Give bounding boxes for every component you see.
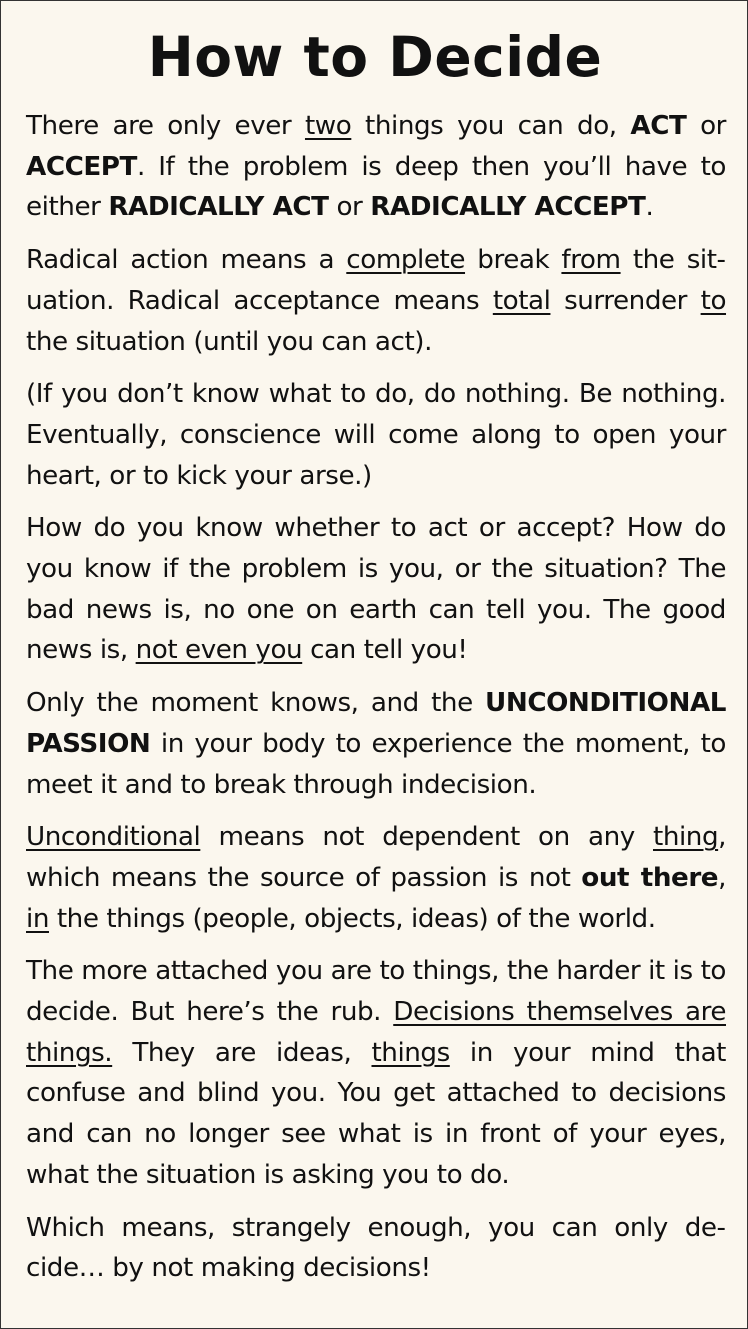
underlined-text: from: [561, 245, 621, 276]
text-run: They are ideas,: [112, 1037, 372, 1068]
text-run: There are only ever: [26, 111, 305, 141]
paragraph: [26, 374, 726, 496]
bold-text: RADICALLY ACCEPT: [370, 192, 646, 223]
bold-text: out there: [581, 862, 719, 893]
bold-text: ACT: [630, 111, 687, 141]
underlined-text: to: [700, 285, 727, 316]
underlined-text: total: [492, 285, 551, 316]
text-run: .: [645, 192, 654, 223]
text-run: the situation (until you can act).: [26, 326, 432, 357]
underlined-text: not even you: [135, 635, 303, 666]
underlined-text: two: [304, 111, 352, 141]
text-run: in your body to experience the moment, to meet it and to break through indecision.: [26, 728, 726, 800]
paragraph: [26, 817, 726, 939]
text-run: surrender: [550, 285, 701, 316]
text-run: Which means, strangely enough, you can only decide… by not making decisions!: [26, 1212, 726, 1284]
text-run: or: [686, 111, 726, 141]
underlined-text: Decisions themselves are things.: [26, 997, 726, 1068]
paragraph: [26, 508, 726, 671]
text-run: Only the moment knows, and the: [26, 688, 486, 719]
text-run: Radical action means a: [26, 245, 347, 276]
text-run: or: [328, 192, 371, 223]
bold-text: UNCONDITIONAL PASSION: [26, 688, 726, 759]
page-title: How to Decide: [147, 25, 603, 89]
text-run: ,: [718, 862, 726, 893]
text-run: the things (people, objects, ideas) of the world.: [48, 903, 656, 934]
underlined-text: in: [26, 903, 49, 934]
body-text: [26, 106, 726, 1289]
text-run: break: [465, 245, 562, 276]
paragraph: [26, 683, 726, 805]
underlined-text: thing: [653, 822, 719, 853]
underlined-text: Unconditional: [26, 822, 201, 853]
text-run: (If you don’t know what to do, do nothing. Be nothing. Eventually, conscience will come along to open your heart, or to kick your arse.): [26, 379, 726, 491]
paragraph: [26, 106, 726, 228]
underlined-text: things: [371, 1037, 450, 1068]
text-run: How do you know whether to act or accept? How do you know if the problem is you, or the situation? The bad news is, no one on earth can tell you. The good news is,: [26, 513, 726, 666]
text-run: . If the problem is deep then you’ll have to either: [26, 151, 726, 223]
bold-text: ACCEPT: [26, 151, 137, 182]
text-run: the situation. Radical acceptance means: [26, 245, 726, 316]
text-run: means not dependent on any: [200, 822, 653, 853]
text-run: , which means the source of passion is not: [26, 822, 726, 893]
underlined-text: complete: [346, 245, 466, 276]
text-run: The more attached you are to things, the harder it is to decide. But here’s the rub.: [26, 956, 726, 1028]
paragraph: [26, 1208, 726, 1289]
paragraph: [26, 240, 726, 362]
bold-text: RADICALLY ACT: [108, 192, 329, 223]
text-run: things you can do,: [351, 111, 631, 141]
text-run: in your mind that confuse and blind you. You get attached to decisions and can no longer see what is in front of your eyes, what the situation is asking you to do.: [26, 1037, 726, 1190]
text-run: can tell you!: [302, 635, 468, 666]
paragraph: [26, 951, 726, 1195]
